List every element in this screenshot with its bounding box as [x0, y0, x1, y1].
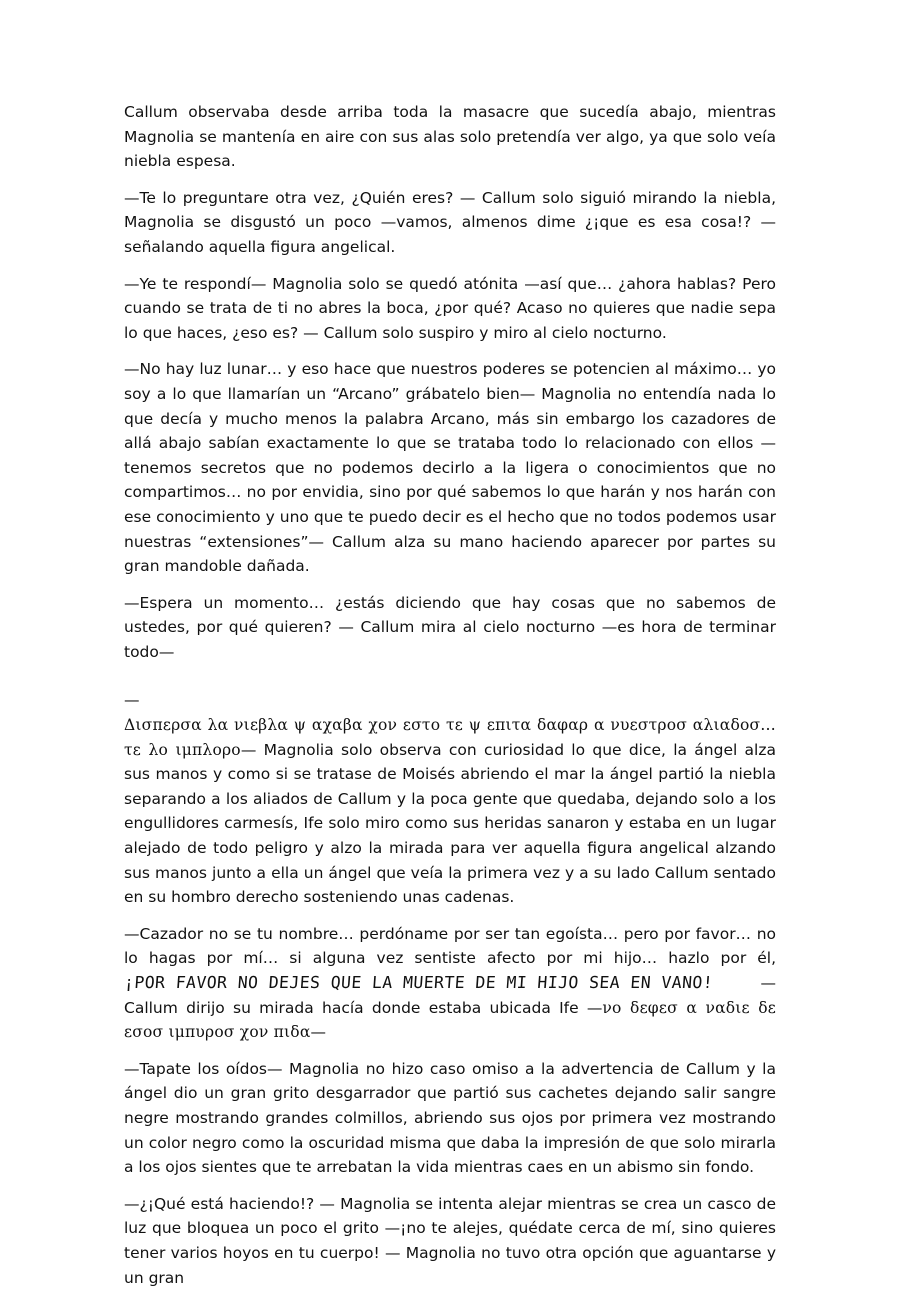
greek-incantation: νο δεφεσ α ναδιε δε εσοσ ιμπυροσ χον πιδα — [124, 998, 776, 1042]
paragraph: —No hay luz lunar… y eso hace que nuestros poderes se potencien al máximo… yo soy a lo que llamarían un “Arcano” grábatelo bien— Magnolia no entendía nada lo que decía y mucho menos la palabra Arcano, más sin embargo los cazadores de allá abajo sabían exactamente lo que se trataba todo lo relacionado con ellos —tenemos secretos que no podemos decirlo a la ligera o conocimientos que no compartimos… no por envidia, sino por qué sabemos lo que harán y nos harán con ese conocimiento y uno que te puedo decir es el hecho que no todos podemos usar nuestras “extensiones”— Callum alza su mano haciendo aparecer por partes su gran mandoble dañada. — [124, 360, 776, 576]
paragraph-text: —Cazador no se tu nombre… perdóname por ser tan egoísta… pero por favor… no lo hagas por mí… si alguna vez sentiste afecto por mi hijo… hazlo por él, — [124, 924, 776, 968]
paragraph: Callum observaba desde arriba toda la masacre que sucedía abajo, mientras Magnolia se mantenía en aire con sus alas solo pretendía ver algo, ya que solo veía niebla espesa. — [124, 103, 776, 171]
paragraph-dash: — — [124, 691, 140, 710]
document-page — [124, 100, 776, 1302]
paragraph: —Ye te respondí— Magnolia solo se quedó atónita —así que… ¿ahora hablas? Pero cuando se trata de ti no abres la boca, ¿por qué? Acaso no quieres que nadie sepa lo que haces, ¿eso es? — Callum solo suspiro y miro al cielo nocturno. — [124, 274, 776, 342]
paragraph-text: — Callum dirijo su mirada hacía donde estaba ubicada Ife — — [124, 974, 776, 1017]
paragraph-text: — — [310, 1023, 326, 1042]
paragraph: —Tapate los oídos— Magnolia no hizo caso omiso a la advertencia de Callum y la ángel dio un gran grito desgarrador que partió sus cachetes dejando salir sangre negre mostrando grandes colmillos, abriendo sus ojos por primera vez mostrando un color negro como la oscuridad misma que daba la impresión de que solo mirarla a los ojos sientes que te arrebatan la vida mientras caes en un abismo sin fondo. — [124, 1059, 776, 1177]
paragraph-text: — Magnolia solo observa con curiosidad lo que dice, la ángel alza sus manos y como si se tratase de Moisés abriendo el mar la ángel partió la niebla separando a los aliados de Callum y la poca gente que quedaba, dejando solo a los engullidores carmesís, Ife solo miro como sus heridas sanaron y estaba en un lugar alejado de todo peligro y alzo la mirada para ver aquella figura angelical alzando sus manos junto a ella un ángel que veía la primera vez y a su lado Callum sentado en su hombro derecho sosteniendo unas cadenas. — [124, 740, 776, 907]
paragraph: —Te lo preguntare otra vez, ¿Quién eres? — Callum solo siguió mirando la niebla, Magnolia se disgustó un poco —vamos, almenos dime ¿¡que es esa cosa!? — señalando aquella figura angelical. — [124, 188, 776, 256]
greek-incantation: Δισπερσα λα νιεβλα ψ αχαβα χον εστο τε ψ επιτα δαφαρ α νυεστροσ αλιαδοσ… τε λο ιμπλορο — [124, 716, 776, 759]
handwritten-shout: ¡POR FAVOR NO DEJES QUE LA MUERTE DE MI HIJO SEA EN VANO! — [123, 973, 714, 992]
paragraph — [124, 922, 776, 1045]
paragraph: —¿¡Qué está haciendo!? — Magnolia se intenta alejar mientras se crea un casco de luz que bloquea un poco el grito —¡no te alejes, quédate cerca de mí, sino quieres tener varios hoyos en tu cuerpo! — Magnolia no tuvo otra opción que aguantarse y un gran — [124, 1194, 776, 1287]
paragraph: —Espera un momento… ¿estás diciendo que hay cosas que no sabemos de ustedes, por qué quieren? — Callum mira al cielo nocturno —es hora de terminar todo— — [124, 593, 776, 661]
paragraph — [124, 713, 776, 910]
